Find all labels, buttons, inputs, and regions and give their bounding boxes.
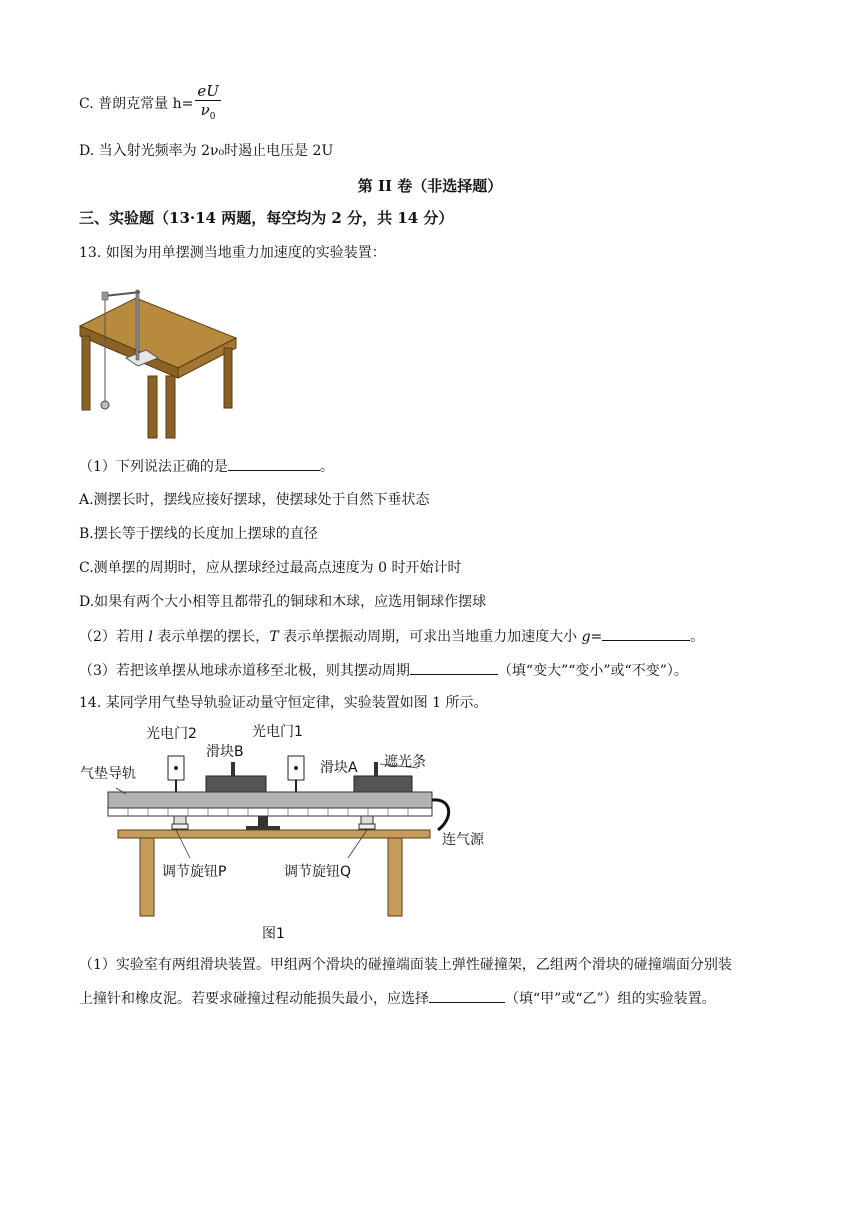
- part-title: 三、实验题（13·14 两题，每空均为 2 分，共 14 分）: [79, 209, 454, 227]
- q13-option-c: C.测单摆的周期时，应从摆球经过最高点速度为 0 时开始计时: [79, 560, 462, 576]
- label-slider-b: 滑块B: [206, 744, 244, 760]
- label-photogate-2: 光电门2: [146, 726, 197, 742]
- fraction-numerator: eU: [197, 82, 219, 100]
- q14-sub1-line2: 上撞针和橡皮泥。若要求碰撞过程动能损失最小，应选择 （填“甲”或“乙”）组的实验装置。: [79, 988, 716, 1009]
- answer-blank[interactable]: [429, 988, 505, 1003]
- option-d: D. 当入射光频率为 2ν₀时遏止电压是 2U: [79, 143, 334, 159]
- answer-blank[interactable]: [410, 660, 498, 675]
- q13-sub1: （1）下列说法正确的是 。: [79, 456, 334, 477]
- air-track-figure: [78, 718, 508, 946]
- q13-option-d: D.如果有两个大小相等且都带孔的铜球和木球，应选用铜球作摆球: [79, 594, 487, 610]
- answer-blank[interactable]: [602, 626, 690, 641]
- q13-sub2: （2）若用 l 表示单摆的摆长，T 表示单摆振动周期，可求出当地重力加速度大小 g= 。: [79, 626, 704, 647]
- label-photogate-1: 光电门1: [252, 724, 303, 740]
- label-slider-a: 滑块A: [320, 760, 358, 776]
- q13-sub3: （3）若把该单摆从地球赤道移至北极，则其摆动周期 （填“变大”“变小”或“不变”）。: [79, 660, 688, 681]
- answer-blank[interactable]: [228, 456, 320, 471]
- q14-stem: 14. 某同学用气垫导轨验证动量守恒定律，实验装置如图 1 所示。: [79, 695, 488, 711]
- option-c: [79, 82, 221, 126]
- planck-fraction: [195, 82, 221, 126]
- q14-sub1-line1: （1）实验室有两组滑块装置。甲组两个滑块的碰撞端面装上弹性碰撞架，乙组两个滑块的碰撞端面分别装: [79, 957, 732, 973]
- section-title: 第 II 卷（非选择题）: [357, 177, 503, 195]
- label-knob-q: 调节旋钮Q: [284, 864, 352, 880]
- label-air-track: 气垫导轨: [80, 766, 136, 782]
- label-air-source: 连气源: [442, 832, 484, 848]
- fraction-denominator: $\nu_0$: [200, 101, 216, 122]
- label-knob-p: 调节旋钮P: [162, 864, 227, 880]
- figure-caption: 图1: [262, 926, 285, 942]
- q13-stem: 13. 如图为用单摆测当地重力加速度的实验装置：: [79, 245, 386, 261]
- option-c-text: C. 普朗克常量 h=: [79, 96, 194, 112]
- label-shading-strip: 遮光条: [384, 754, 426, 770]
- q13-option-a: A.测摆长时，摆线应接好摆球，使摆球处于自然下垂状态: [79, 492, 430, 508]
- q13-option-b: B.摆长等于摆线的长度加上摆球的直径: [79, 526, 318, 542]
- pendulum-figure: [78, 278, 238, 440]
